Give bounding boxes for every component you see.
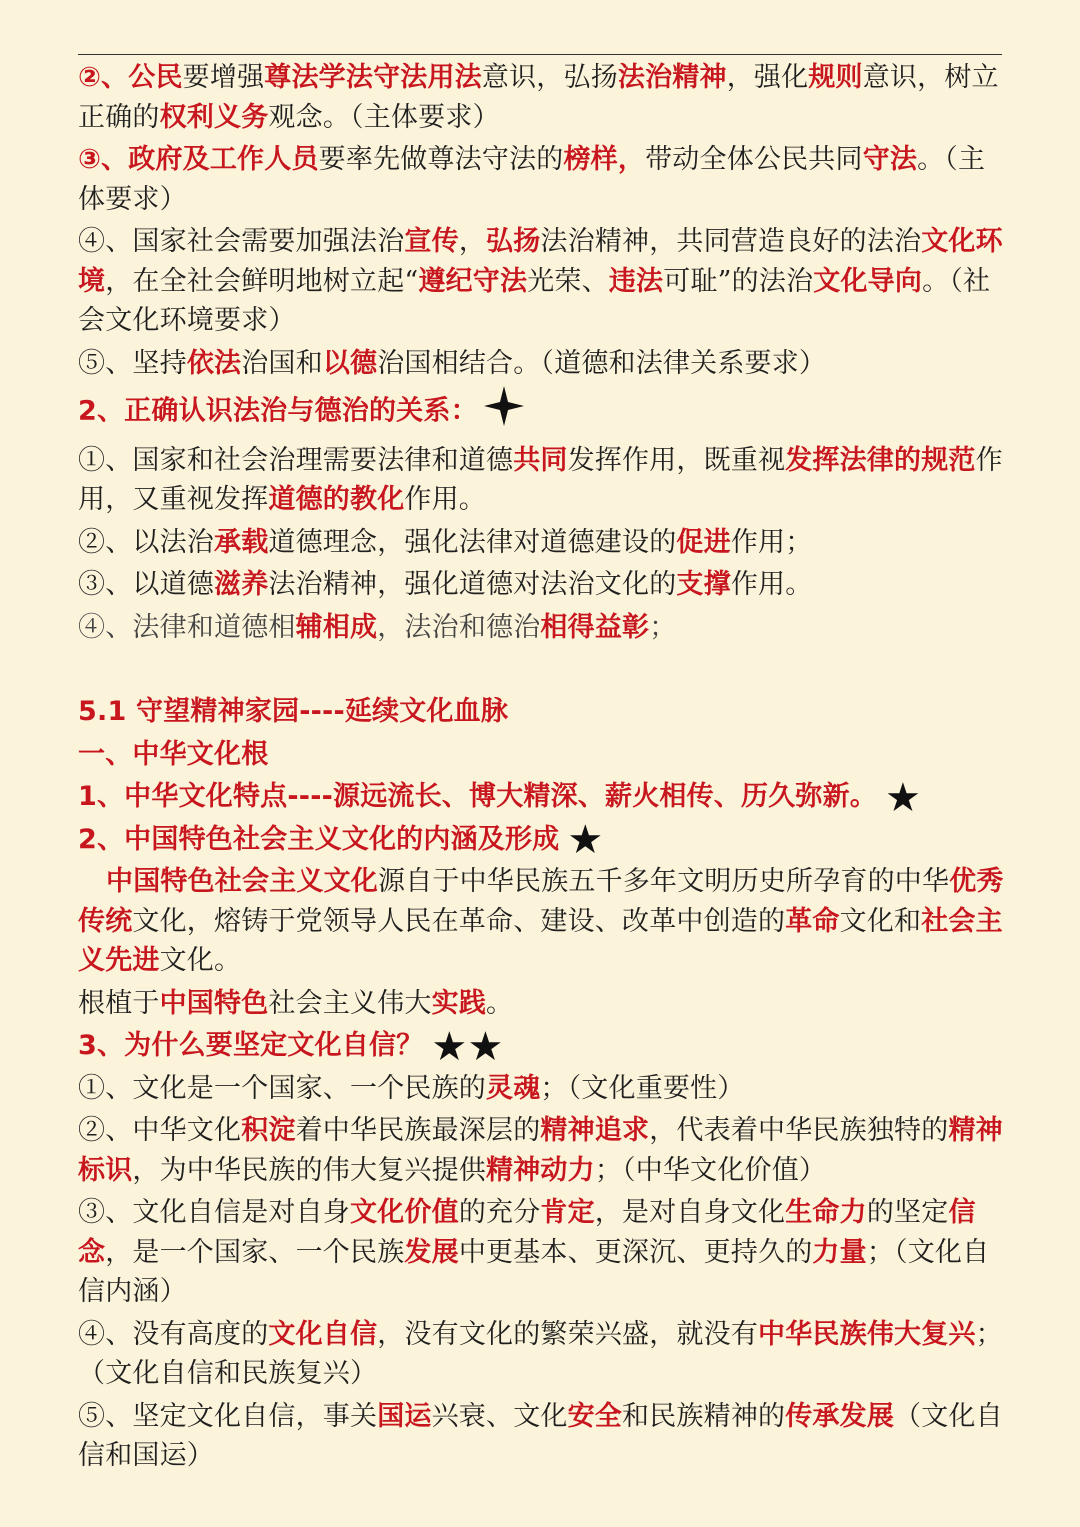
star-icon: ★ [467, 1023, 504, 1070]
confidence-item-3: ③、文化自信是对自身文化价值的充分肯定，是对自身文化生命力的坚定信念，是一个国家、一个民族发展中更基本、更深沉、更持久的力量；（文化自信内涵） [78, 1197, 990, 1307]
heading-cultural-confidence: 3、为什么要坚定文化自信？ ★★ [78, 1023, 504, 1070]
heading-law-virtue-relation: 2、正确认识法治与德治的关系： [78, 386, 1004, 438]
confidence-item-4: ④、没有高度的文化自信，没有文化的繁荣兴盛，就没有中华民族伟大复兴；（文化自信和民族复兴） [78, 1318, 1003, 1389]
item-society: ④、国家社会需要加强法治宣传，弘扬法治精神，共同营造良好的法治文化环境，在全社会鲜明地树立起“遵纪守法光荣、违法可耻”的法治文化导向。（社会文化环境要求） [78, 226, 1003, 336]
star-icon: ★ [885, 774, 922, 821]
relation-item-2: ②、以法治承载道德理念，强化法律对道德建设的促进作用； [78, 526, 813, 558]
relation-item-4: ④、法律和道德相辅相成，法治和德治相得益彰； [78, 611, 677, 643]
relation-item-1: ①、国家和社会治理需要法律和道德共同发挥作用，既重视发挥法律的规范作用，又重视发挥道德的教化作用。 [78, 444, 1003, 515]
relation-item-3: ③、以道德滋养法治精神，强化道德对法治文化的支撑作用。 [78, 569, 813, 600]
section-gap [78, 650, 1004, 692]
item-law-and-virtue: ⑤、坚持依法治国和以德治国相结合。（道德和法律关系要求） [78, 347, 827, 379]
document-body [78, 58, 1004, 1479]
section-heading: 一、中华文化根 [78, 738, 269, 770]
top-rule [78, 54, 1002, 55]
item-government: ③、政府及工作人员要率先做尊法守法的榜样，带动全体公民共同守法。（主体要求） [78, 144, 986, 215]
star-icon: ★ [431, 1023, 468, 1070]
heading-culture-features: 1、中华文化特点----源远流长、博大精深、薪火相传、历久弥新。 ★ [78, 774, 922, 821]
item-citizen: ②、公民要增强尊法学法守法用法意识，弘扬法治精神，强化规则意识，树立正确的权利义务观念。（主体要求） [78, 62, 999, 133]
rooted-in-practice: 根植于中国特色社会主义伟大实践。 [78, 987, 514, 1019]
chapter-title: 5.1 守望精神家园----延续文化血脉 [78, 696, 509, 727]
socialist-culture-paragraph: 中国特色社会主义文化源自于中华民族五千多年文明历史所孕育的中华优秀传统文化，熔铸于党领导人民在革命、建设、改革中创造的革命文化和社会主义先进文化。 [78, 866, 1004, 976]
confidence-item-5: ⑤、坚定文化自信，事关国运兴衰、文化安全和民族精神的传承发展（文化自信和国运） [78, 1400, 1003, 1471]
confidence-item-1: ①、文化是一个国家、一个民族的灵魂；（文化重要性） [78, 1072, 745, 1104]
four-point-star-icon [484, 386, 524, 438]
confidence-item-2: ②、中华文化积淀着中华民族最深层的精神追求，代表着中华民族独特的精神标识，为中华民族的伟大复兴提供精神动力；（中华文化价值） [78, 1115, 1003, 1186]
heading-socialist-culture: 2、中国特色社会主义文化的内涵及形成 ★ [78, 817, 604, 863]
star-icon: ★ [567, 817, 604, 863]
